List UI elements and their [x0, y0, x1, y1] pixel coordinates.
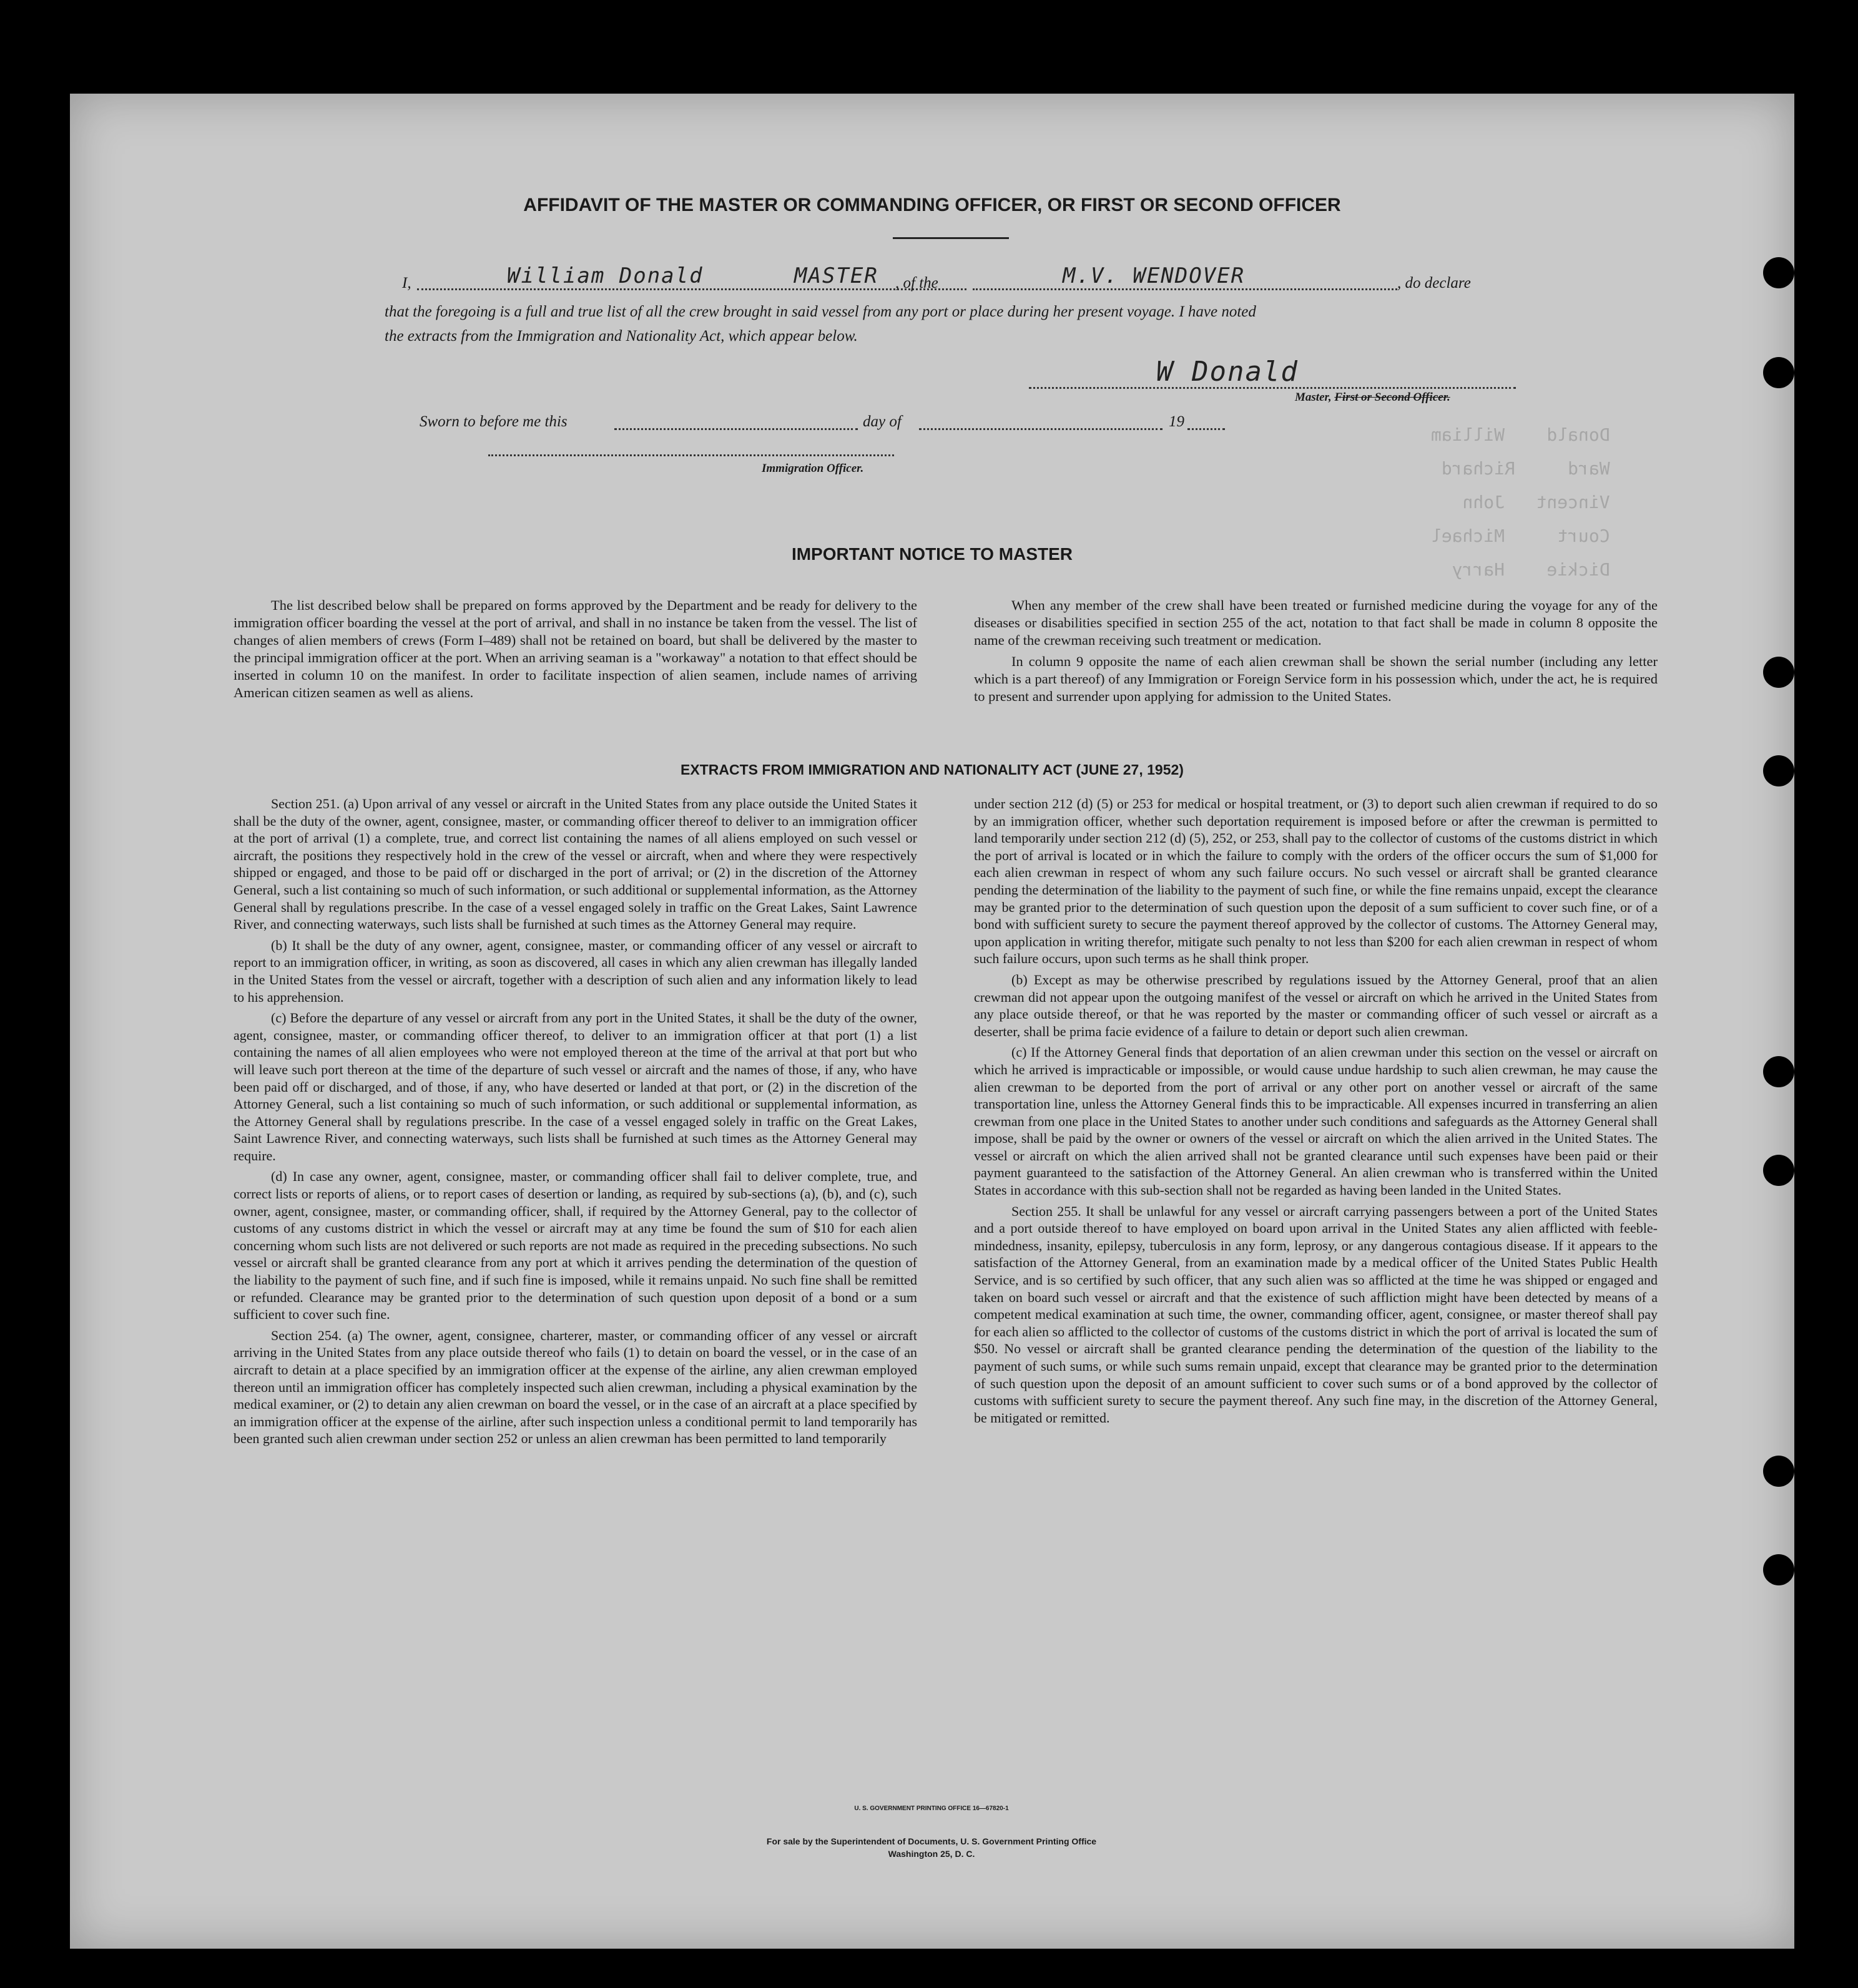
punch-hole [1763, 357, 1794, 388]
punch-hole [1763, 657, 1794, 688]
sec-254-b: (b) Except as may be otherwise prescribed by regulations issued by the Attorney General, proof that an alien crewman did not appear upon the outgoing manifest of the vessel or aircraft on which he arrived in the United States from any place outside thereof, or that he was reported by the master or commanding officer of such vessel or aircraft as a deserter, shall be prima facie evidence of a failure to detain or deport such alien crewman. [974, 971, 1658, 1039]
punch-hole [1763, 755, 1794, 786]
punch-hole [1763, 1554, 1794, 1585]
document-page [70, 94, 1794, 1949]
immigration-officer-caption: Immigration Officer. [762, 462, 864, 475]
name-line [417, 288, 966, 290]
year-prefix: 19 [1169, 413, 1184, 430]
sec-254-a: Section 254. (a) The owner, agent, consignee, charterer, master, or commanding officer of any vessel or aircraft arriving in the United States from any place outside thereof who fails (1) to detain on board the vessel, or in the case of an aircraft to detain at a place specified by an immigration officer at the expense of the airline, any alien crewman employed thereon until an immigration officer has completely inspected such alien crewman, including a physical examination by the medical examiner, or (2) to detain any alien crewman on board the vessel, or in the case of an aircraft at a place specified by an immigration officer at the expense of the airline, after such inspection unless a conditional permit to land temporarily has been granted such alien crewman under section 252 or unless an alien crewman has been permitted to land temporarily [233, 1327, 917, 1447]
master-name: William Donald [507, 263, 704, 288]
notice-left [233, 597, 917, 705]
punch-hole [1763, 257, 1794, 288]
notice-right-para-2: In column 9 opposite the name of each alien crewman shall be shown the serial number (including any letter which is a part thereof) of any Immigration or Foreign Service form in his possession which, under the act, he is required to present and surrender upon applying for admission to the United States. [974, 654, 1658, 704]
sworn-month-line [919, 428, 1162, 430]
notice-right-para-1: When any member of the crew shall have been treated or furnished medicine during the voyage for any of the diseases or disabilities specified in section 255 of the act, notation to that fact shall be made in column 8 opposite the name of the crewman receiving such treatment or medication. [974, 597, 1658, 648]
affidavit-heading: AFFIDAVIT OF THE MASTER OR COMMANDING OFFICER, OR FIRST OR SECOND OFFICER [523, 195, 1341, 215]
sale-line-2: Washington 25, D. C. [888, 1849, 975, 1859]
notice-right [974, 597, 1658, 709]
master-caption-struck: First or Second Officer. [1334, 391, 1450, 404]
of-the-label: , of the [895, 275, 938, 291]
master-caption-label: Master, [1295, 391, 1335, 404]
sec-251-a: Section 251. (a) Upon arrival of any vessel or aircraft in the United States from any place outside the United States it shall be the duty of the owner, agent, consignee, master, or commanding officer thereof to deliver to an immigration officer at the port of arrival (1) a complete, true, and correct list containing the names of all aliens employed on such vessel or aircraft, the positions they respectively hold in the crew of the vessel or aircraft, when and where they were respectively shipped or engaged, and those to be paid off or discharged in the port of arrival; or (2) in the discretion of the Attorney General, such a list containing so much of such information, or such additional or supplemental information, as the Attorney General shall by regulations prescribe. In the case of a vessel engaged solely in traffic on the Great Lakes, Saint Lawrence River, and connecting waterways, such lists shall be furnished at such times as the Attorney General may require. [233, 796, 917, 933]
extracts-left [233, 795, 917, 1451]
sworn-day-line [614, 428, 858, 430]
statement-line-2: the extracts from the Immigration and Nationality Act, which appear below. [385, 328, 858, 345]
sec-251-c: (c) Before the departure of any vessel or aircraft from any port in the United States, it shall be the duty of the owner, agent, consignee, master, or commanding officer thereof, to deliver to an immigration officer at that port (1) a list containing the names of all alien employees who were not employed thereon at the time of the arrival at that port but who will leave such port thereon at the time of the departure of such vessel or aircraft and the names of those, if any, who have been paid off or discharged, and of those, if any, who have deserted or landed at that port, or (2) in the discretion of the Attorney General, such a list containing so much of such information, or such additional or supplemental information, as the Attorney General shall by regulations prescribe. In the case of a vessel engaged solely in traffic on the Great Lakes, Saint Lawrence River, and connecting waterways, such lists shall be furnished at such times as the Attorney General may require. [233, 1010, 917, 1163]
notice-left-para: The list described below shall be prepared on forms approved by the Department and be ready for delivery to the immigration officer boarding the vessel at the port of arrival, and shall in no instance be taken from the vessel. The list of changes of alien members of crews (Form I–489) shall not be retained on board, but shall be delivered by the master to the principal immigration officer at the port. When an arriving seaman is a "workaway" a notation to that effect should be inserted in column 10 on the manifest. In order to facilitate inspection of alien seamen, include names of arriving American citizen seamen as well as aliens. [233, 597, 917, 700]
sec-255: Section 255. It shall be unlawful for any vessel or aircraft carrying passengers between a port of the United States and a port outside thereof to have employed on board upon arrival in the United States any alien afflicted with feeble-mindedness, insanity, epilepsy, tuberculosis in any form, leprosy, or any dangerous contagious disease. If it appears to the satisfaction of the Attorney General, from an examination made by a medical officer of the United States Public Health Service, and is so certified by such officer, that any such alien was so afflicted at the time he was shipped or engaged and taken on board such vessel or aircraft and that the existence of such affliction might have been detected by means of a competent medical examination at such time, the owner, commanding officer, agent, consignee, or master thereof shall pay for each alien so afflicted to the collector of customs of the customs district in which the port of arrival is located the sum of $50. No vessel or aircraft shall be granted clearance pending the determination of the question of the liability to the payment of such sums, or while such sums remain unpaid, except that clearance may be granted prior to the determination of such question upon the deposit of an amount sufficient to cover such sums or of a bond approved by the collector of customs with sufficient surety to secure the payment thereof. Any such fine may, in the discretion of the Attorney General, be mitigated or remitted. [974, 1203, 1658, 1426]
notice-heading: IMPORTANT NOTICE TO MASTER [791, 544, 1073, 564]
sworn-label: Sworn to before me this [420, 413, 568, 430]
sec-254-c: (c) If the Attorney General finds that deportation of an alien crewman under this section on the vessel or aircraft on which he arrived is impracticable or impossible, or would cause undue hardship to such alien crewman, he may cause the alien crewman to be deported from the port of arrival or any other port on another vessel or aircraft of the same transportation line, unless the Attorney General finds this to be impracticable. All expenses incurred in transferring an alien crewman from one place in the United States to another under such conditions and safeguards as the Attorney General shall impose, shall be paid by the owner or owners of the vessel or aircraft on which the alien arrived in the United States. The vessel or aircraft on which the alien arrived shall not be granted clearance until such expenses have been paid or their payment guaranteed to the satisfaction of the Attorney General. An alien crewman who is transferred within the United States in accordance with this sub-section shall not be regarded as having been landed in the United States. [974, 1044, 1658, 1198]
i-label: I, [402, 275, 411, 291]
vessel-line [973, 288, 1397, 290]
master-signature: W Donald [1156, 356, 1299, 388]
vessel-name: M.V. WENDOVER [1063, 263, 1246, 288]
sec-251-d: (d) In case any owner, agent, consignee, master, or commanding officer shall fail to deliver complete, true, and correct lists or reports of aliens, or to report cases of desertion or landing, as required by sub-sections (a), (b), and (c), such owner, agent, consignee, master, or commanding officer, shall, if required by the Attorney General, pay to the collector of customs of any customs district in which the vessel or aircraft may at any time be found the sum of $10 for each alien concerning whom such lists are not delivered or such reports are not made as required in the preceding subsections. No such vessel or aircraft shall be granted clearance from any port at which it arrives pending the determination of the question of the liability to the payment of such fine, and if such fine is imposed, while it remains unpaid. No such fine shall be remitted or refunded. Clearance may be granted prior to the determination of such question upon deposit of a bond or a sum sufficient to cover such fine. [233, 1168, 917, 1323]
punch-hole [1763, 1456, 1794, 1487]
printing-office-line: U. S. GOVERNMENT PRINTING OFFICE 16—67820-1 [854, 1805, 1009, 1812]
punch-hole [1763, 1155, 1794, 1186]
day-of-label: day of [863, 413, 902, 430]
extracts-heading: EXTRACTS FROM IMMIGRATION AND NATIONALITY ACT (JUNE 27, 1952) [681, 761, 1184, 778]
officer-line [488, 454, 894, 456]
statement-line-1: that the foregoing is a full and true list of all the crew brought in said vessel from any port or place during her present voyage. I have noted [385, 303, 1256, 320]
sworn-year-line [1187, 428, 1225, 430]
sec-254-a-cont: under section 212 (d) (5) or 253 for medical or hospital treatment, or (3) to deport such alien crewman if required to do so by an immigration officer, whether such deportation requirement is imposed before or after the crewman is permitted to land temporarily under section 212 (d) (5), 252, or 253, shall pay to the collector of customs of the customs district in which the port of arrival is located or in which the failure to comply with the orders of the officer occurs the sum of $1,000 for each alien crewman in respect of whom any such failure occurs. No such vessel or aircraft shall be granted clearance pending the determination of the liability to the payment of such fine, or while the fine remains unpaid, except the clearance may be granted prior to the determination of such question upon the deposit of a sum sufficient to cover such fine, or of a bond with sufficient surety to secure the payment thereof approved by the collector of customs. The Attorney General may, upon application in writing therefor, mitigate such penalty to not less than $200 for each alien crewman in respect of whom such failure occurs, upon such terms as he shall think proper. [974, 796, 1658, 967]
sec-251-b: (b) It shall be the duty of any owner, agent, consignee, master, or commanding officer of any vessel or aircraft to report to an immigration officer, in writing, as soon as discovered, all cases in which any alien crewman has illegally landed in the United States from the vessel or aircraft, together with a description of such alien and any information likely to lead to his apprehension. [233, 937, 917, 1005]
sale-line-1: For sale by the Superintendent of Documents, U. S. Government Printing Office [766, 1836, 1097, 1846]
master-rank: MASTER [794, 263, 878, 288]
do-declare-label: , do declare [1397, 275, 1471, 291]
heading-rule [893, 237, 1009, 239]
bleed-through: Donald William Ward Richard Vincent John Court Michael Dickie Harry [1431, 424, 1610, 580]
master-caption [1295, 391, 1450, 404]
punch-hole [1763, 1056, 1794, 1087]
extracts-right [974, 795, 1658, 1430]
